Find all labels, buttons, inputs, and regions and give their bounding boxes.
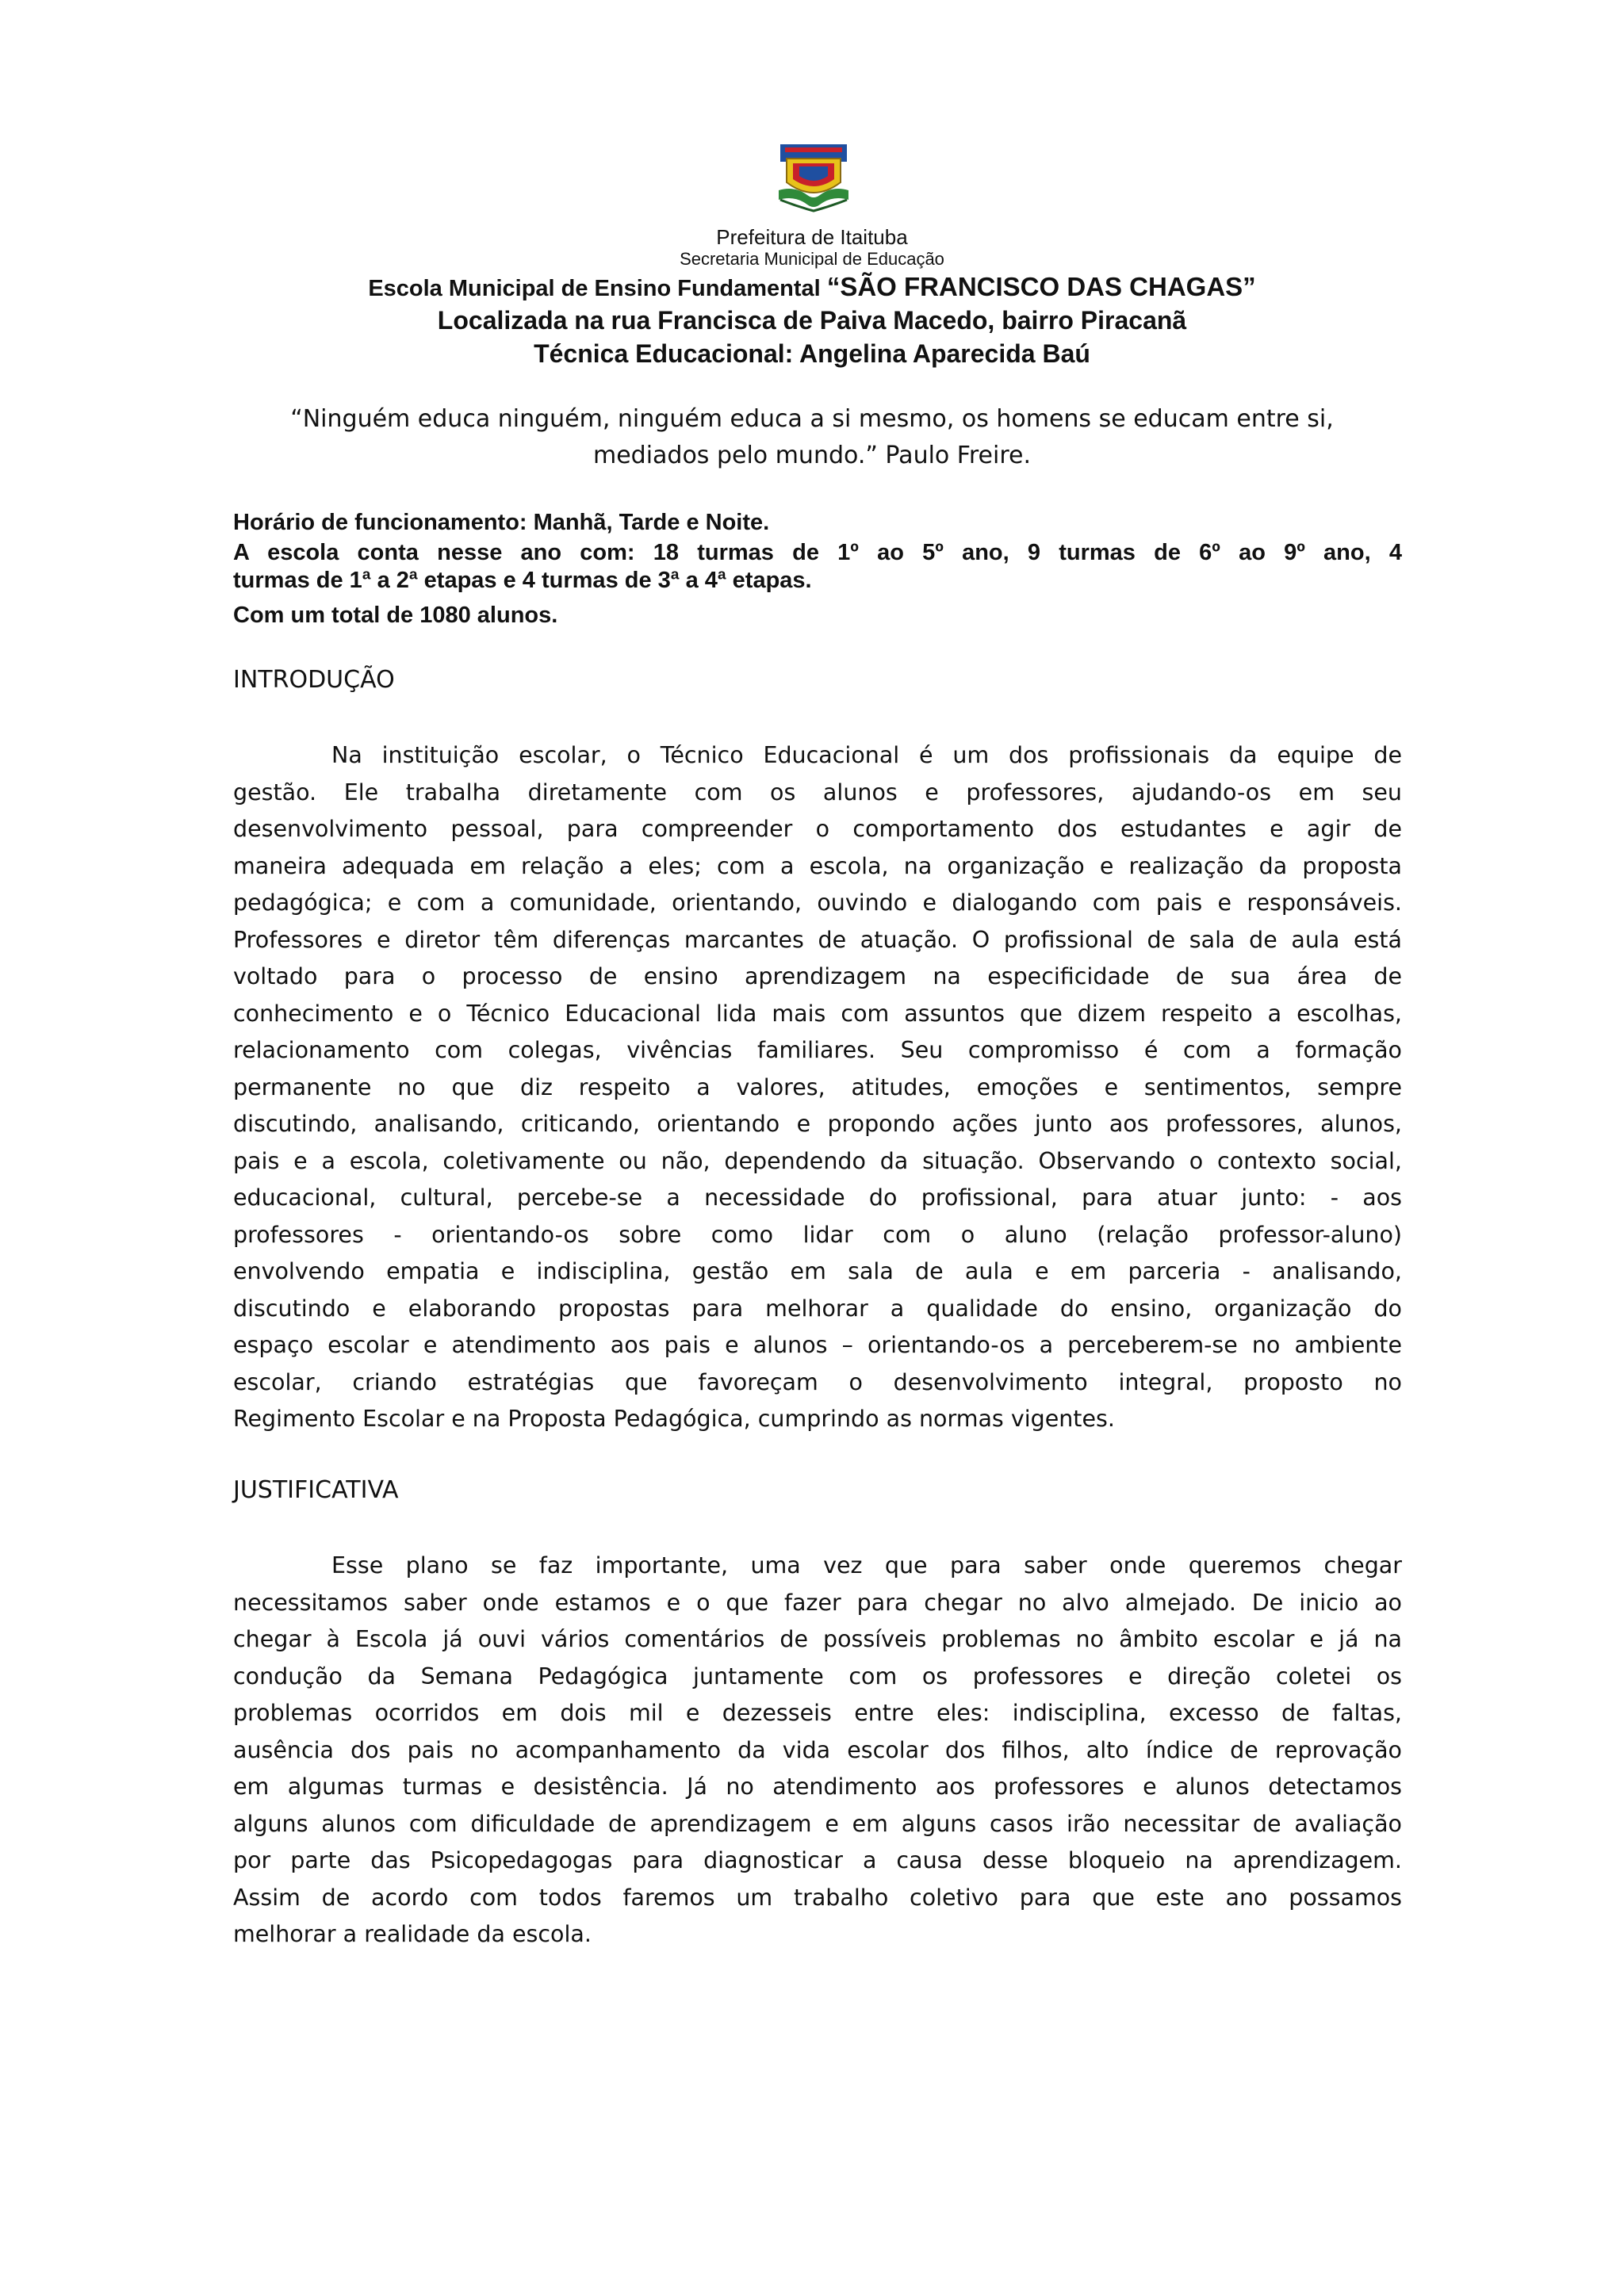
paragraph-line: chegar à Escola já ouvi vários comentários de possíveis problemas no âmbito escolar e já na (233, 1626, 1402, 1652)
municipal-crest-logo (776, 143, 852, 214)
paragraph-line: envolvendo empatia e indisciplina, gestão em sala de aula e em parceria - analisando, (233, 1258, 1402, 1284)
school-name-line (0, 272, 1624, 302)
technician-name: Técnica Educacional: Angelina Aparecida Baú (534, 339, 1090, 368)
paragraph-line: Professores e diretor têm diferenças marcantes de atuação. O profissional de sala de aula está (233, 926, 1402, 953)
paragraph-line: alguns alunos com dificuldade de aprendizagem e em alguns casos irão necessitar de avaliação (233, 1810, 1402, 1837)
paragraph-line: Assim de acordo com todos faremos um trabalho coletivo para que este ano possamos (233, 1884, 1402, 1911)
paragraph-line: problemas ocorridos em dois mil e dezesseis entre eles: indisciplina, excesso de faltas, (233, 1700, 1402, 1726)
paragraph-line: discutindo, analisando, criticando, orientando e propondo ações junto aos professores, alunos, (233, 1111, 1402, 1137)
paragraph-line: professores - orientando-os sobre como lidar com o aluno (relação professor-aluno) (233, 1221, 1402, 1248)
justification-paragraph (233, 1548, 1402, 1954)
paragraph-line: escolar, criando estratégias que favoreçam o desenvolvimento integral, proposto no (233, 1368, 1402, 1395)
paragraph-line: permanente no que diz respeito a valores, atitudes, emoções e sentimentos, sempre (233, 1073, 1402, 1100)
paragraph-line: melhorar a realidade da escola. (233, 1921, 592, 1947)
school-name: “SÃO FRANCISCO DAS CHAGAS” (826, 272, 1256, 301)
secretaria-line: Secretaria Municipal de Educação (680, 249, 944, 269)
section-heading-justificativa: JUSTIFICATIVA (233, 1476, 399, 1504)
paragraph-line: Esse plano se faz importante, uma vez que para saber onde queremos chegar (331, 1552, 1402, 1578)
paragraph-line: espaço escolar e atendimento aos pais e alunos – orientando-os a perceberem-se no ambiente (233, 1332, 1402, 1358)
paragraph-line: por parte das Psicopedagogas para diagnosticar a causa desse bloqueio na aprendizagem. (233, 1847, 1402, 1873)
paragraph-line: gestão. Ele trabalha diretamente com os alunos e professores, ajudando-os em seu (233, 779, 1402, 806)
classes-info-line-1: A escola conta nesse ano com: 18 turmas de 1º ao 5º ano, 9 turmas de 6º ao 9º ano, 4 (233, 540, 1402, 565)
schedule-info: Horário de funcionamento: Manhã, Tarde e Noite. (233, 510, 770, 535)
paragraph-line: Na instituição escolar, o Técnico Educacional é um dos profissionais da equipe de (331, 742, 1402, 768)
paragraph-line: necessitamos saber onde estamos e o que fazer para chegar no alvo almejado. De inicio ao (233, 1589, 1402, 1616)
school-prefix: Escola Municipal de Ensino Fundamental (368, 276, 821, 301)
epigraph-quote-line-2: mediados pelo mundo.” Paulo Freire. (592, 442, 1032, 469)
paragraph-line: relacionamento com colegas, vivências familiares. Seu compromisso é com a formação (233, 1037, 1402, 1063)
classes-info-line-2: turmas de 1ª a 2ª etapas e 4 turmas de 3ª a 4ª etapas. (233, 568, 812, 593)
section-heading-introducao: INTRODUÇÃO (233, 666, 395, 694)
paragraph-line: maneira adequada em relação a eles; com a escola, na organização e realização da proposta (233, 852, 1402, 879)
paragraph-line: conhecimento e o Técnico Educacional lida mais com assuntos que dizem respeito a escolhas, (233, 1000, 1402, 1027)
paragraph-line: condução da Semana Pedagógica juntamente com os professores e direção coletei os (233, 1663, 1402, 1689)
introduction-paragraph (233, 737, 1402, 1438)
paragraph-line: voltado para o processo de ensino aprendizagem na especificidade de sua área de (233, 963, 1402, 989)
paragraph-line: pais e a escola, coletivamente ou não, dependendo da situação. Observando o contexto social, (233, 1147, 1402, 1174)
epigraph-quote-line-1: “Ninguém educa ninguém, ninguém educa a si mesmo, os homens se educam entre si, (290, 405, 1334, 433)
paragraph-line: educacional, cultural, percebe-se a necessidade do profissional, para atuar junto: - aos (233, 1184, 1402, 1211)
prefeitura-line: Prefeitura de Itaituba (716, 225, 908, 249)
paragraph-line: pedagógica; e com a comunidade, orientando, ouvindo e dialogando com pais e responsáveis. (233, 890, 1402, 916)
total-students-info: Com um total de 1080 alunos. (233, 603, 558, 628)
paragraph-line: ausência dos pais no acompanhamento da vida escolar dos filhos, alto índice de reprovação (233, 1736, 1402, 1763)
paragraph-line: em algumas turmas e desistência. Já no atendimento aos professores e alunos detectamos (233, 1774, 1402, 1800)
school-address: Localizada na rua Francisca de Paiva Macedo, bairro Piracanã (437, 306, 1187, 335)
paragraph-line: desenvolvimento pessoal, para compreender o comportamento dos estudantes e agir de (233, 816, 1402, 842)
paragraph-line: discutindo e elaborando propostas para melhorar a qualidade do ensino, organização do (233, 1295, 1402, 1322)
paragraph-line: Regimento Escolar e na Proposta Pedagógica, cumprindo as normas vigentes. (233, 1406, 1115, 1432)
